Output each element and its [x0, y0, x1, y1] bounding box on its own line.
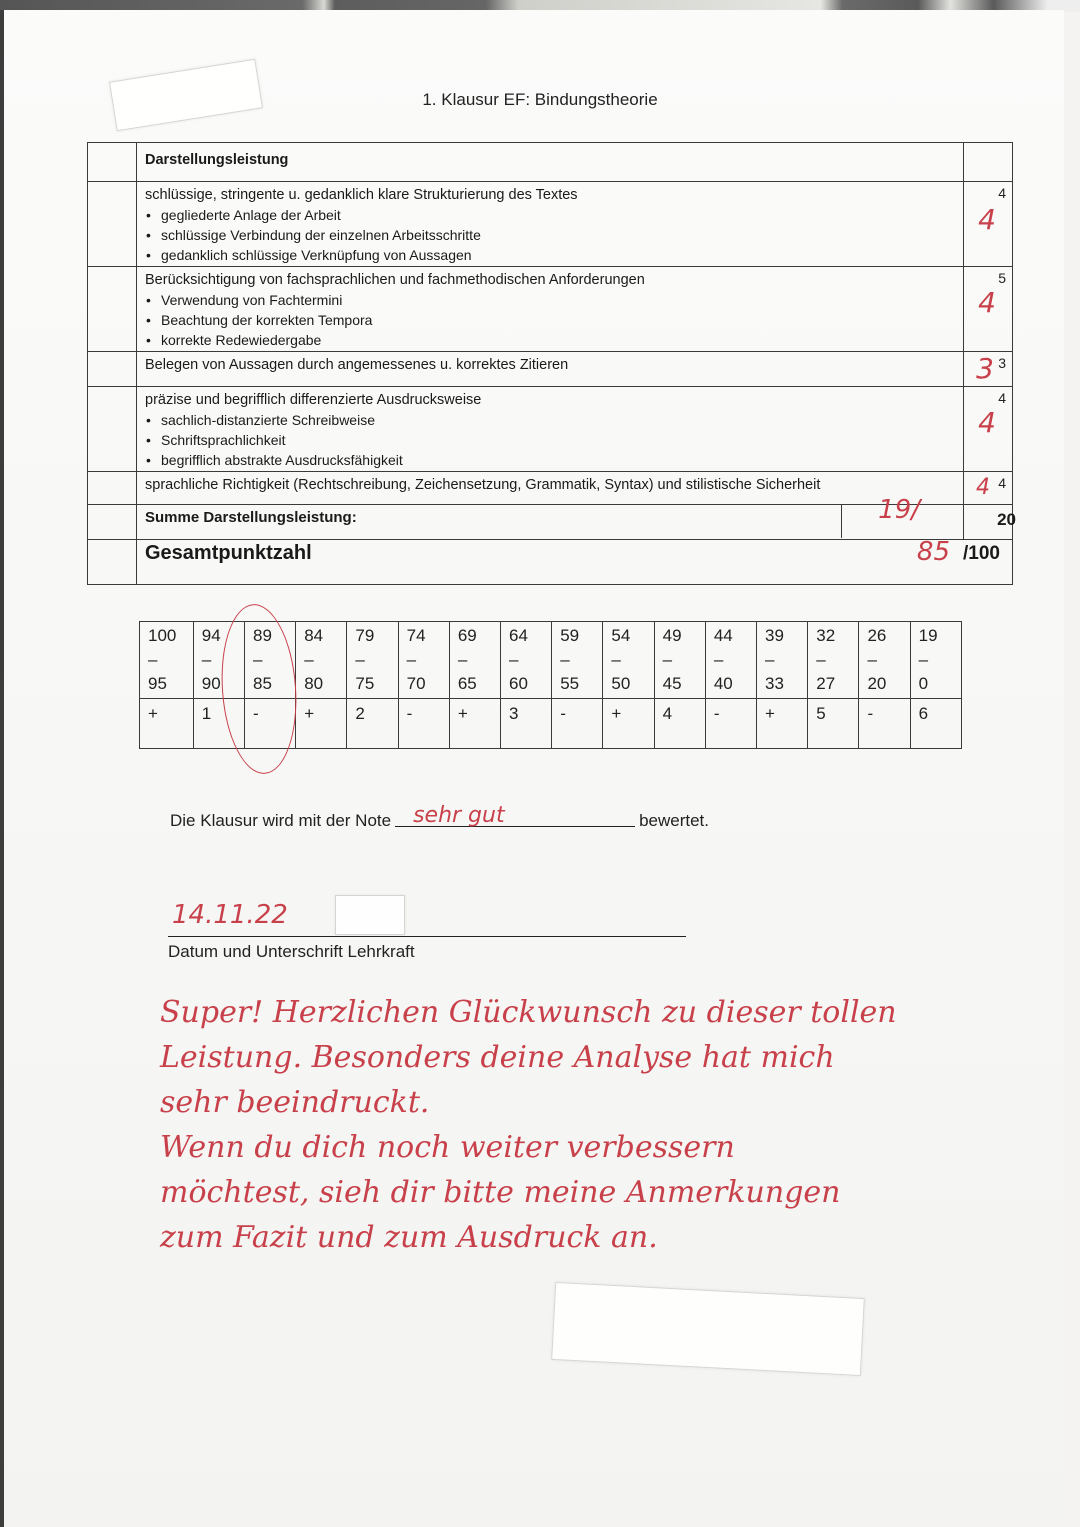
grade-cell: +: [296, 699, 347, 749]
criterion-bullet: • Beachtung der korrekten Tempora: [145, 310, 955, 330]
range-cell: 64 – 60: [501, 622, 552, 699]
tape-piece-bottom: [551, 1282, 865, 1376]
range-cell: 59 – 55: [552, 622, 603, 699]
total-max: /100: [963, 543, 1000, 564]
max-points: 5: [998, 270, 1006, 286]
grade-statement-prefix: Die Klausur wird mit der Note: [170, 811, 392, 830]
criterion-row: [88, 472, 1013, 505]
rubric-table: [87, 142, 1016, 585]
rubric-header: Darstellungsleistung: [145, 152, 289, 168]
comment-line: Leistung. Besonders deine Analyse hat mich: [160, 1040, 835, 1075]
grade-statement: [170, 798, 709, 831]
range-cell: 49 – 45: [654, 622, 705, 699]
handwritten-date: 14.11.22: [172, 900, 288, 930]
grade-cell: -: [245, 699, 296, 749]
criterion-title: sprachliche Richtigkeit (Rechtschreibung, Zeichensetzung, Grammatik, Syntax) und stilistische Sicherheit: [145, 477, 821, 493]
sum-value-cell: [841, 495, 1016, 538]
awarded-points: 4: [978, 406, 996, 439]
range-cell: 19 – 0: [910, 622, 961, 699]
range-cell: 44 – 40: [705, 622, 756, 699]
grade-cell: -: [398, 699, 449, 749]
comment-line: möchtest, sieh dir bitte meine Anmerkungen: [160, 1175, 841, 1210]
comment-line: Wenn du dich noch weiter verbessern: [160, 1130, 735, 1165]
sum-label: Summe Darstellungsleistung:: [145, 509, 357, 526]
range-cell: 74 – 70: [398, 622, 449, 699]
range-cell: 94 – 90: [193, 622, 244, 699]
max-points: 4: [998, 475, 1006, 491]
criterion-bullet: • gegliederte Anlage der Arbeit: [145, 205, 955, 225]
grade-cell: +: [757, 699, 808, 749]
criterion-row: [88, 182, 1013, 267]
comment-line: sehr beeindruckt.: [160, 1085, 430, 1120]
grade-blank-line: [395, 798, 635, 827]
comment-line: Super! Herzlichen Glückwunsch zu dieser tollen: [160, 995, 897, 1030]
criterion-bullet: • schlüssige Verbindung der einzelnen Arbeitsschritte: [145, 225, 955, 245]
range-cell: 79 – 75: [347, 622, 398, 699]
criterion-title: Berücksichtigung von fachsprachlichen und fachmethodischen Anforderungen: [145, 272, 645, 288]
criterion-row: [88, 267, 1013, 352]
total-awarded: 85: [916, 537, 950, 567]
criterion-bullet: • sachlich-distanzierte Schreibweise: [145, 410, 955, 430]
awarded-points: 4: [978, 203, 996, 236]
sum-max: 20: [997, 510, 1016, 529]
range-cell: 89 – 85: [245, 622, 296, 699]
grade-cell: 5: [808, 699, 859, 749]
range-cell: 100 – 95: [140, 622, 194, 699]
total-row: [88, 540, 1013, 585]
grade-cell: +: [603, 699, 654, 749]
max-points: 4: [998, 390, 1006, 406]
range-cell: 69 – 65: [449, 622, 500, 699]
grade-cell: +: [449, 699, 500, 749]
range-cell: 39 – 33: [757, 622, 808, 699]
grade-cell: -: [859, 699, 910, 749]
range-cell: 54 – 50: [603, 622, 654, 699]
grade-cell: 1: [193, 699, 244, 749]
grade-cell: 4: [654, 699, 705, 749]
signature-label: Datum und Unterschrift Lehrkraft: [168, 942, 415, 961]
range-cell: 32 – 27: [808, 622, 859, 699]
grade-cell: +: [140, 699, 194, 749]
range-cell: 26 – 20: [859, 622, 910, 699]
grade-cell: 6: [910, 699, 961, 749]
teacher-comment: [160, 990, 980, 1260]
criterion-bullet: • gedanklich schlüssige Verknüpfung von Aussagen: [145, 245, 955, 265]
signature-line: [168, 936, 686, 937]
criterion-title: Belegen von Aussagen durch angemessenes u. korrektes Zitieren: [145, 357, 569, 373]
criterion-bullet: • Schriftsprachlichkeit: [145, 430, 955, 450]
criterion-row: [88, 352, 1013, 387]
range-cell: 84 – 80: [296, 622, 347, 699]
grade-statement-suffix: bewertet.: [639, 811, 710, 830]
handwritten-grade: sehr gut: [413, 803, 505, 828]
grade-cell: 2: [347, 699, 398, 749]
grade-cell: -: [705, 699, 756, 749]
rubric-header-row: [88, 143, 1013, 182]
grade-cell: 3: [501, 699, 552, 749]
criterion-title: schlüssige, stringente u. gedanklich klare Strukturierung des Textes: [145, 187, 578, 203]
comment-line: zum Fazit und zum Ausdruck an.: [160, 1220, 658, 1255]
criterion-title: präzise und begrifflich differenzierte Ausdrucksweise: [145, 392, 482, 408]
awarded-points: 3: [976, 352, 994, 385]
awarded-points: 4: [978, 286, 996, 319]
max-points: 4: [998, 185, 1006, 201]
tape-piece-signature: [335, 895, 405, 935]
grade-cell: -: [552, 699, 603, 749]
sum-awarded: 19/: [878, 495, 920, 525]
criterion-bullet: • Verwendung von Fachtermini: [145, 290, 955, 310]
max-points: 3: [998, 355, 1006, 371]
criterion-bullet: • begrifflich abstrakte Ausdrucksfähigkeit: [145, 450, 955, 470]
total-label: Gesamtpunktzahl: [145, 542, 312, 564]
sum-row: [88, 505, 1013, 540]
criterion-bullet: • korrekte Redewiedergabe: [145, 330, 955, 350]
criterion-row: [88, 387, 1013, 472]
document-title: 1. Klausur EF: Bindungstheorie: [422, 90, 658, 109]
awarded-points: 4: [976, 475, 990, 500]
